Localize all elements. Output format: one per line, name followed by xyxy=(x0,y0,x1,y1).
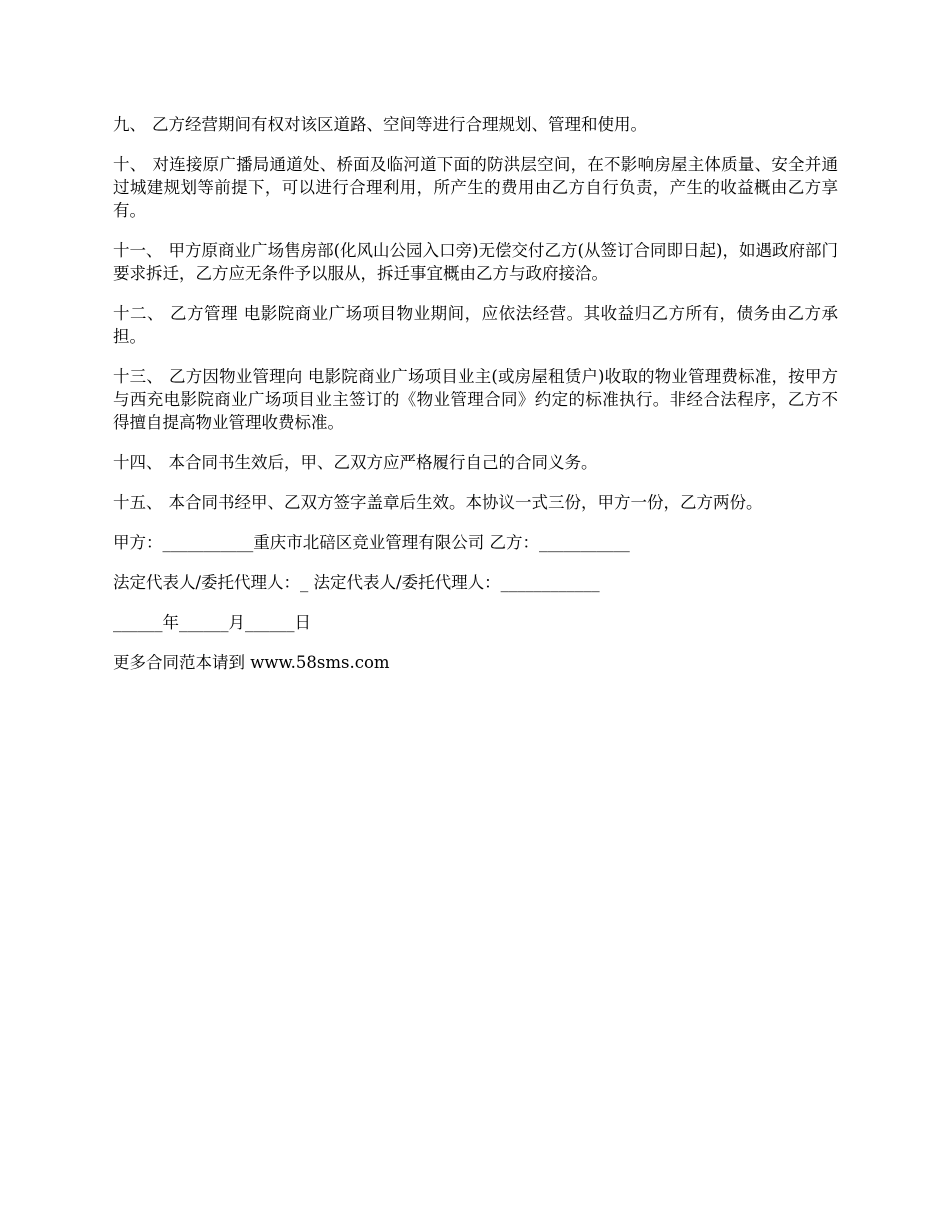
clause-text: 甲方原商业广场售房部(化风山公园入口旁)无偿交付乙方(从签订合同即日起)，如遇政府部门要求拆迁，乙方应无条件予以服从，拆迁事宜概由乙方与政府接洽。 xyxy=(113,241,839,283)
signature-date-line: ______年______月______日 xyxy=(113,613,311,632)
clause-text: 本合同书经甲、乙双方签字盖章后生效。本协议一式三份，甲方一份，乙方两份。 xyxy=(168,493,763,512)
clause-number: 十二、 xyxy=(113,304,164,323)
clause-11 xyxy=(113,239,838,285)
signature-representatives-line: 法定代表人/委托代理人：_ 法定代表人/委托代理人：____________ xyxy=(113,573,600,592)
clause-number: 十、 xyxy=(113,155,147,174)
clause-number: 十三、 xyxy=(113,367,164,386)
clause-9 xyxy=(113,113,838,136)
clause-text: 乙方经营期间有权对该区道路、空间等进行合理规划、管理和使用。 xyxy=(152,115,647,134)
clause-number: 十四、 xyxy=(113,453,163,472)
clause-10 xyxy=(113,153,838,222)
clause-13 xyxy=(113,365,838,434)
clause-15 xyxy=(113,491,838,514)
clause-text: 乙方管理 电影院商业广场项目物业期间，应依法经营。其收益归乙方所有，债务由乙方承担。 xyxy=(113,304,838,346)
clause-12 xyxy=(113,302,838,348)
more-templates-link[interactable]: 更多合同范本请到 www.58sms.com xyxy=(113,653,390,672)
clause-number: 十一、 xyxy=(113,241,163,260)
clause-14 xyxy=(113,451,838,474)
clause-text: 对连接原广播局通道处、桥面及临河道下面的防洪层空间，在不影响房屋主体质量、安全并通过城建规划等前提下，可以进行合理利用，所产生的费用由乙方自行负责，产生的收益概由乙方享有。 xyxy=(113,155,839,220)
clause-number: 九、 xyxy=(113,115,146,134)
clause-text: 本合同书生效后，甲、乙双方应严格履行自己的合同义务。 xyxy=(168,453,598,472)
signature-parties-line: 甲方：___________重庆市北碚区竞业管理有限公司 乙方：___________ xyxy=(113,533,630,552)
clause-number: 十五、 xyxy=(113,493,163,512)
clause-text: 乙方因物业管理向 电影院商业广场项目业主(或房屋租赁户)收取的物业管理费标准，按甲方与西充电影院商业广场项目业主签订的《物业管理合同》约定的标准执行。非经合法程序，乙方不得擅自提高物业管理收费标准。 xyxy=(113,367,839,432)
